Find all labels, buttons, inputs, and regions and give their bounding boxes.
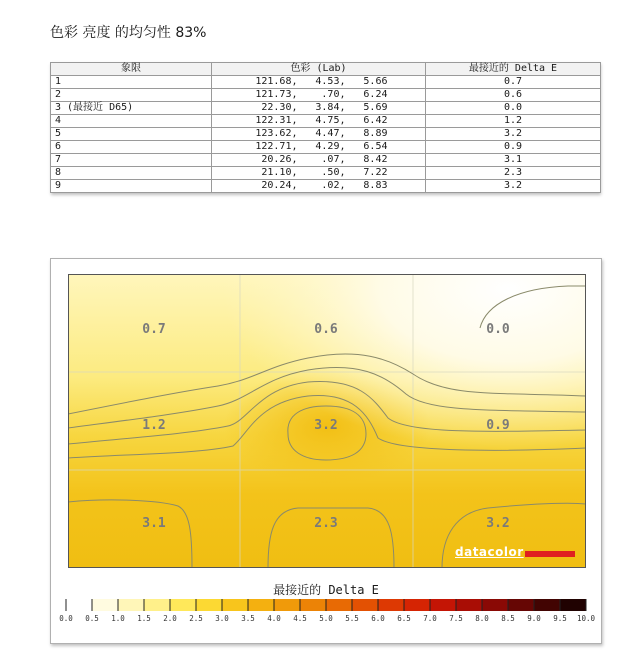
legend-swatch — [534, 599, 561, 611]
quadrant-cell: 2 — [51, 89, 212, 102]
lab-component: 8.89 — [363, 128, 388, 139]
quadrant-cell: 7 — [51, 154, 212, 167]
legend-swatch — [144, 599, 171, 611]
page-title: 色彩 亮度 的均匀性 83% — [50, 25, 207, 41]
legend-swatch — [170, 599, 197, 611]
lab-component: 22.30, — [261, 102, 298, 113]
legend-swatch — [326, 599, 353, 611]
uniformity-map-panel — [50, 258, 602, 644]
lab-component: 5.69 — [363, 102, 388, 113]
legend-tick-label: 9.0 — [527, 614, 541, 623]
legend-tick-label: 8.0 — [475, 614, 489, 623]
legend-swatch — [118, 599, 145, 611]
lab-table — [50, 62, 600, 193]
legend-swatch — [66, 599, 93, 611]
delta-e-cell: 3.2 — [426, 180, 601, 193]
legend-tick-label: 6.0 — [371, 614, 385, 623]
table-row — [51, 115, 601, 128]
legend-swatch — [92, 599, 119, 611]
quadrant-cell: 1 — [51, 76, 212, 89]
quadrant-cell: 4 — [51, 115, 212, 128]
legend-swatch — [404, 599, 431, 611]
legend-swatch — [222, 599, 249, 611]
legend-swatch — [352, 599, 379, 611]
legend-swatch — [300, 599, 327, 611]
header-quadrant: 象限 — [51, 63, 212, 76]
quadrant-cell: 8 — [51, 167, 212, 180]
lab-component: 8.83 — [363, 180, 388, 191]
cell-value-4: 1.2 — [142, 418, 166, 433]
delta-e-cell: 1.2 — [426, 115, 601, 128]
quadrant-cell: 3 (最接近 D65) — [51, 102, 212, 115]
lab-component: 4.75, — [315, 115, 346, 126]
lab-component: .70, — [321, 89, 346, 100]
lab-component: 6.24 — [363, 89, 388, 100]
legend-swatch — [430, 599, 457, 611]
delta-e-cell: 3.2 — [426, 128, 601, 141]
legend-tick-label: 2.0 — [163, 614, 177, 623]
legend-tick-label: 8.5 — [501, 614, 515, 623]
lab-component: 21.10, — [261, 167, 298, 178]
delta-e-cell: 3.1 — [426, 154, 601, 167]
lab-component: 4.29, — [315, 141, 346, 152]
lab-component: .07, — [321, 154, 346, 165]
lab-component: 7.22 — [363, 167, 388, 178]
lab-component: 121.73, — [255, 89, 298, 100]
lab-cell — [212, 180, 426, 193]
legend-tick-label: 9.5 — [553, 614, 567, 623]
lab-component: 8.42 — [363, 154, 388, 165]
lab-cell — [212, 141, 426, 154]
delta-e-cell: 0.7 — [426, 76, 601, 89]
legend-tick-label: 3.0 — [215, 614, 229, 623]
legend-swatch — [456, 599, 483, 611]
legend-swatch — [378, 599, 405, 611]
lab-component: 121.68, — [255, 76, 298, 87]
legend-swatch — [196, 599, 223, 611]
datacolor-logo: datacolor — [455, 545, 524, 559]
lab-cell — [212, 128, 426, 141]
legend-swatch — [482, 599, 509, 611]
legend-tick-label: 7.0 — [423, 614, 437, 623]
lab-component: 3.84, — [315, 102, 346, 113]
legend-tick-label: 3.5 — [241, 614, 255, 623]
quadrant-cell: 6 — [51, 141, 212, 154]
lab-component: 122.31, — [255, 115, 298, 126]
table-row — [51, 180, 601, 193]
table-row — [51, 89, 601, 102]
legend-tick-label: 5.0 — [319, 614, 333, 623]
legend-tick-label: 7.5 — [449, 614, 463, 623]
delta-e-cell: 2.3 — [426, 167, 601, 180]
header-lab: 色彩 (Lab) — [212, 63, 426, 76]
lab-cell — [212, 76, 426, 89]
lab-component: 20.26, — [261, 154, 298, 165]
lab-component: 123.62, — [255, 128, 298, 139]
lab-cell — [212, 167, 426, 180]
lab-component: .50, — [321, 167, 346, 178]
lab-component: 20.24, — [261, 180, 298, 191]
legend-title: 最接近的 Delta E — [273, 583, 379, 597]
quadrant-cell: 9 — [51, 180, 212, 193]
legend-tick-label: 0.5 — [85, 614, 99, 623]
legend-tick-label: 1.0 — [111, 614, 125, 623]
legend-tick-label: 0.0 — [59, 614, 73, 623]
lab-component: 4.53, — [315, 76, 346, 87]
cell-value-9: 3.2 — [486, 516, 510, 531]
lab-component: 122.71, — [255, 141, 298, 152]
table-row — [51, 128, 601, 141]
cell-value-1: 0.7 — [142, 322, 166, 337]
header-delta-e: 最接近的 Delta E — [426, 63, 601, 76]
lab-cell — [212, 115, 426, 128]
table-row — [51, 76, 601, 89]
delta-e-cell: 0.6 — [426, 89, 601, 102]
cell-value-5: 3.2 — [314, 418, 338, 433]
lab-cell — [212, 102, 426, 115]
lab-component: 6.42 — [363, 115, 388, 126]
lab-cell — [212, 154, 426, 167]
legend-tick-label: 2.5 — [189, 614, 203, 623]
delta-e-cell: 0.9 — [426, 141, 601, 154]
lab-cell — [212, 89, 426, 102]
cell-value-7: 3.1 — [142, 516, 166, 531]
legend-tick-label: 5.5 — [345, 614, 359, 623]
table-row — [51, 167, 601, 180]
legend-swatch — [560, 599, 587, 611]
cell-value-3: 0.0 — [486, 322, 510, 337]
lab-component: 5.66 — [363, 76, 388, 87]
legend-tick-label: 4.5 — [293, 614, 307, 623]
legend-tick-label: 1.5 — [137, 614, 151, 623]
quadrant-cell: 5 — [51, 128, 212, 141]
color-scale-legend — [51, 595, 601, 625]
uniformity-heatmap — [68, 274, 586, 568]
legend-swatch — [274, 599, 301, 611]
lab-component: 6.54 — [363, 141, 388, 152]
legend-tick-label: 10.0 — [576, 614, 596, 623]
datacolor-logo-bar — [525, 551, 575, 557]
delta-e-cell: 0.0 — [426, 102, 601, 115]
legend-swatch — [508, 599, 535, 611]
cell-value-8: 2.3 — [314, 516, 338, 531]
table-row — [51, 154, 601, 167]
lab-component: 4.47, — [315, 128, 346, 139]
table-row — [51, 141, 601, 154]
table-row — [51, 102, 601, 115]
legend-tick-label: 4.0 — [267, 614, 281, 623]
cell-value-6: 0.9 — [486, 418, 510, 433]
cell-value-2: 0.6 — [314, 322, 338, 337]
legend-tick-label: 6.5 — [397, 614, 411, 623]
lab-component: .02, — [321, 180, 346, 191]
legend-swatch — [248, 599, 275, 611]
